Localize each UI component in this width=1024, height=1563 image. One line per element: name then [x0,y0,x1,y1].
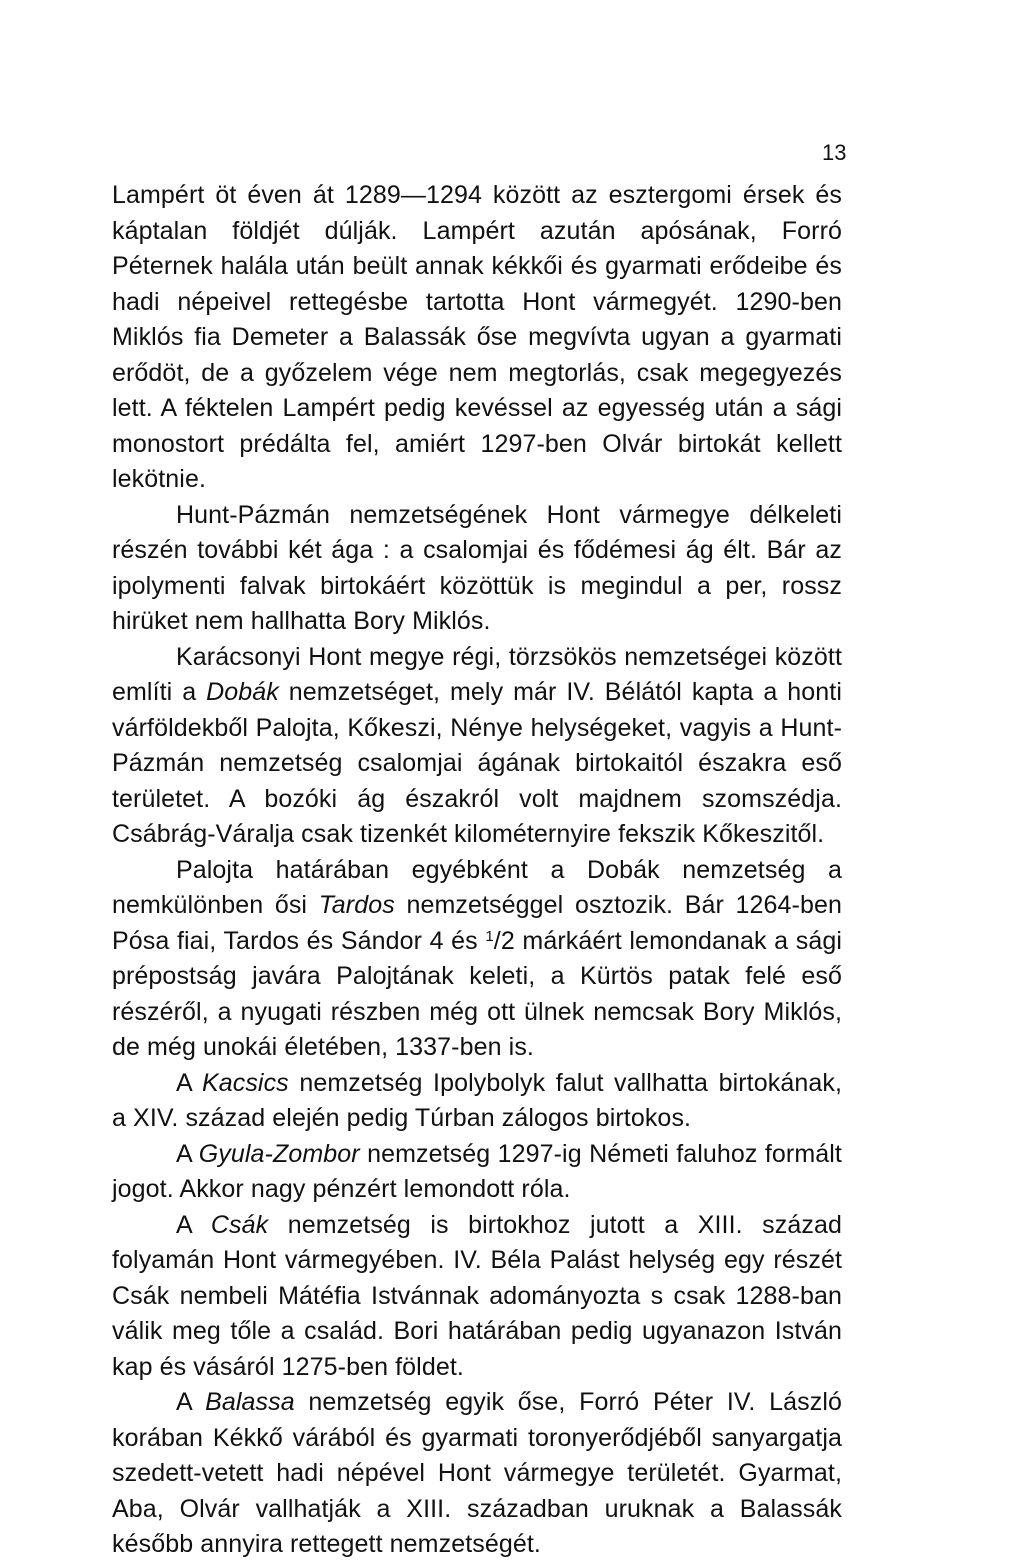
text-run: Palojta határában egyébként a Dobák nemzetség a nemkülönben ősi [112,855,842,919]
text-run: A [176,1210,211,1239]
body-text [112,178,842,1563]
italic-name: Dobák [206,678,279,706]
italic-name: Kacsics [201,1068,289,1097]
page-number: 13 [822,140,847,165]
paragraph [112,178,842,498]
paragraph [112,1385,842,1563]
text-run: A [176,1388,206,1416]
text-run: A [176,1139,199,1168]
text-run: /2 márkáért lemondanak a sági prépostság javára Palojtának keleti, a Kürtös patak felé eső részéről, a nyugati részben még ott ülnek nemcsak Bory Miklós, de még unokái életében, 1337-ben is. [112,926,843,1061]
fraction-numerator: 1 [485,927,494,945]
paragraph [112,1066,842,1137]
italic-name: Gyula-Zombor [198,1139,360,1168]
paragraph [112,1208,842,1386]
text-run: A [176,1068,202,1097]
text-run: Lampért öt éven át 1289—1294 között az esztergomi érsek és káptalan földjét dúlják. Lampért azután apósának, Forró Péternek halála után beült annak kékkői és gyarmati erődeibe és hadi népeivel rettegésbe tartotta Hont vármegyét. 1290-ben Miklós fia Demeter a Balassák őse megvívta ugyan a gyarmati erődöt, de a győzelem vége nem megtorlás, csak megegyezés lett. A féktelen Lampért pedig kevéssel az egyesség után a sági monostort prédálta fel, amiért 1297-ben Olvár birtokát kellett lekötnie. [112,181,842,493]
text-run: nemzetség Ipolybolyk falut vallhatta birtokának, a XIV. század elején pedig Túrban zálogos birtokos. [112,1068,842,1132]
paragraph [112,640,842,853]
text-run: nemzetség is birtokhoz jutott a XIII. század folyamán Hont vármegyében. IV. Béla Palást helység egy részét Csák nembeli Mátéfia Istvánnak adományozta s csak 1288-ban válik meg tőle a család. Bori határában pedig ugyanazon István kap és vásáról 1275-ben földet. [112,1210,842,1381]
italic-name: Balassa [205,1388,295,1416]
paragraph [112,853,842,1066]
text-run: nemzetség egyik őse, Forró Péter IV. László korában Kékkő várából és gyarmati toronyerődjéből sanyargatja szedett-vetett hadi népével Hont vármegye területét. Gyarmat, Aba, Olvár vallhatják a XIII. században uruknak a Balassák később annyira rettegett nemzetségét. [112,1388,842,1558]
italic-name: Tardos [318,891,395,919]
paragraph [112,498,842,640]
text-run: Hunt-Pázmán nemzetségének Hont vármegye délkeleti részén további két ága : a csalomjai és fődémesi ág élt. Bár az ipolymenti falvak birtokáért közöttük is megindul a per, rossz hirüket nem hallhatta Bory Miklós. [112,500,842,635]
text-run: nemzetséget, mely már IV. Bélától kapta a honti várföldekből Palojta, Kőkeszi, Nénye helységeket, vagyis a Hunt-Pázmán nemzetség csalomjai ágának birtokaitól északra eső területet. A bozóki ág északról volt majdnem szomszédja. Csábrág-Váralja csak tizenkét kilométernyire fekszik Kőkeszitől. [112,678,842,848]
text-run: nemzetség 1297-ig Németi faluhoz formált jogot. Akkor nagy pénzért lemondott róla. [112,1139,842,1203]
text-run: nemzetséggel osztozik. Bár 1264-ben Pósa fiai, Tardos és Sándor 4 és [112,891,842,955]
text-run: Karácsonyi Hont megye régi, törzsökös nemzetségei között említi a [112,642,842,706]
italic-name: Csák [210,1210,269,1239]
paragraph [112,1137,842,1208]
